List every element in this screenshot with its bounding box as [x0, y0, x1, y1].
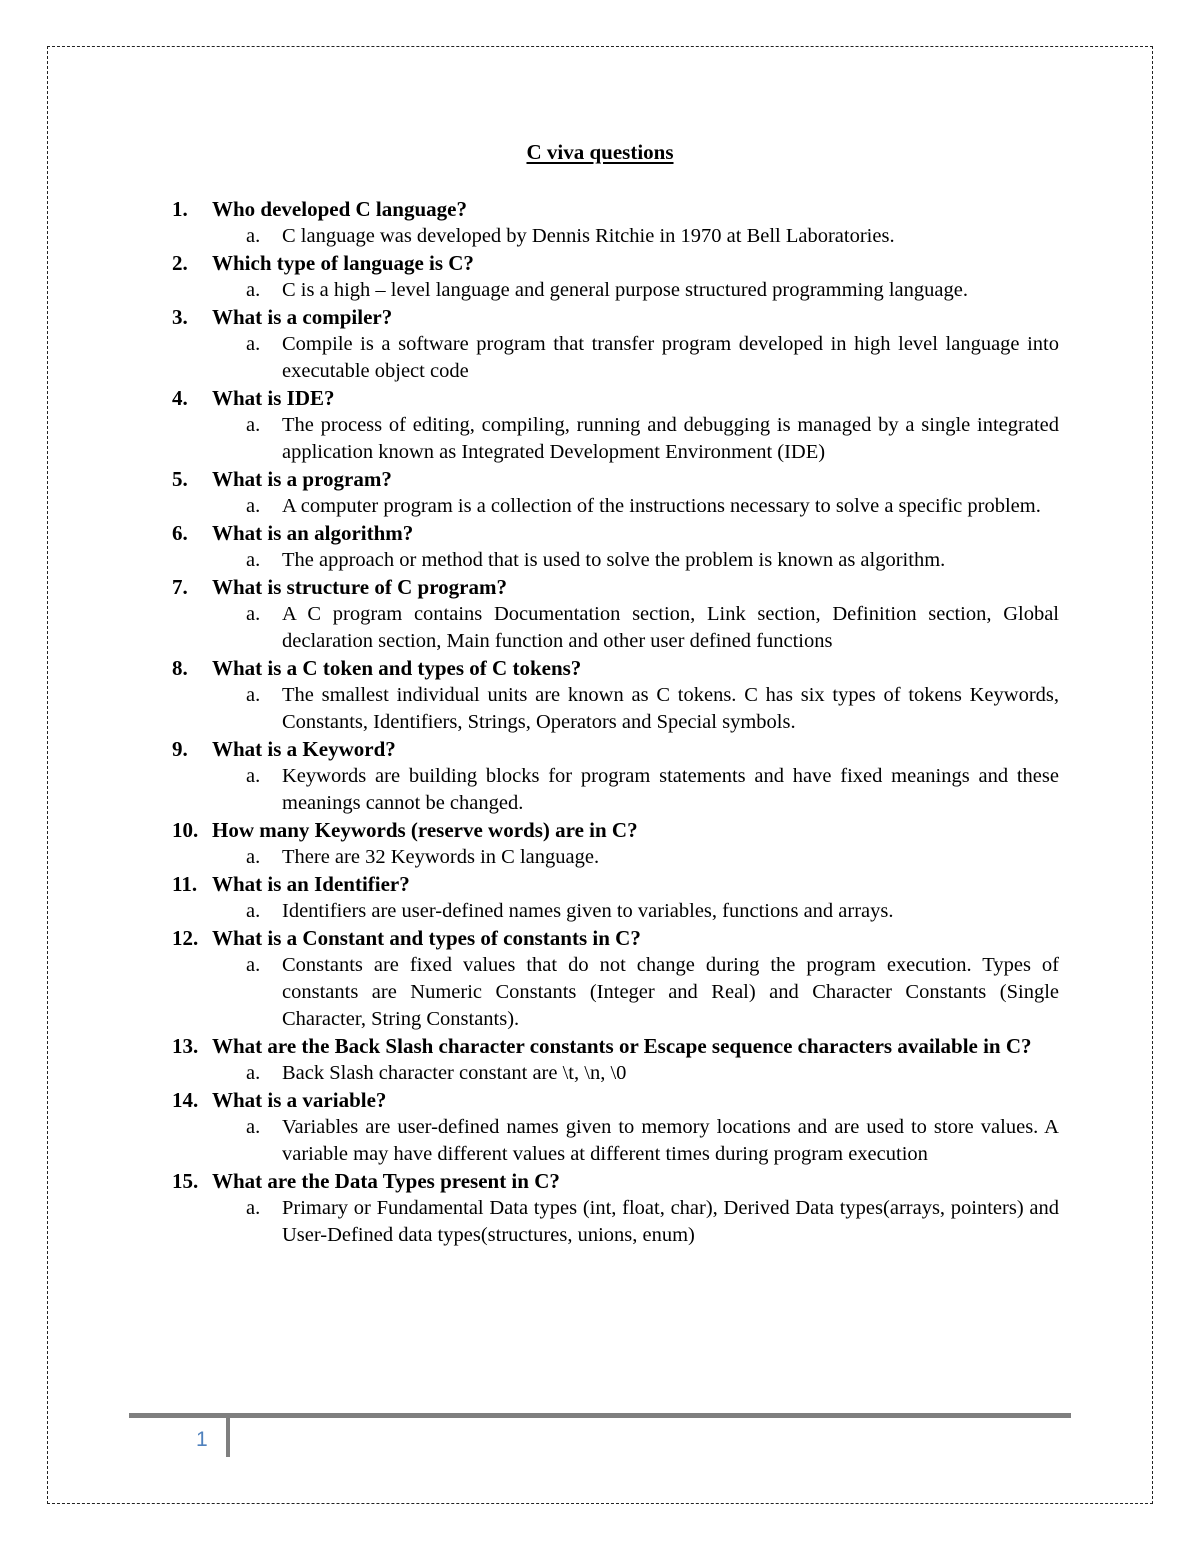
question-text: What is an Identifier? [212, 872, 410, 896]
question-item [172, 304, 1059, 385]
question-item [172, 520, 1059, 574]
answer [246, 682, 1059, 736]
question-item [172, 574, 1059, 655]
question [172, 871, 1059, 898]
answer-label: a. [246, 846, 261, 868]
question-text: Which type of language is C? [212, 251, 474, 275]
footer-divider [226, 1418, 230, 1457]
answer-text: The approach or method that is used to solve the problem is known as algorithm. [282, 549, 946, 571]
question [172, 817, 1059, 844]
question-item [172, 466, 1059, 520]
answer [246, 601, 1059, 655]
question-text: What are the Back Slash character constants or Escape sequence characters available in C? [212, 1034, 1032, 1058]
answer-label: a. [246, 1197, 261, 1219]
answer-text: A computer program is a collection of the instructions necessary to solve a specific problem. [282, 495, 1041, 517]
question-number: 12. [172, 926, 199, 950]
question [172, 1033, 1059, 1060]
answer [246, 223, 1059, 250]
answer-label: a. [246, 333, 261, 355]
page-number: 1 [196, 1428, 208, 1451]
answer-label: a. [246, 954, 261, 976]
question-text: What is a Keyword? [212, 737, 396, 761]
question-item [172, 655, 1059, 736]
question [172, 385, 1059, 412]
question-item [172, 1087, 1059, 1168]
question [172, 925, 1059, 952]
question-item [172, 196, 1059, 250]
question-text: What are the Data Types present in C? [212, 1169, 560, 1193]
question [172, 655, 1059, 682]
question-item [172, 1168, 1059, 1249]
question-number: 10. [172, 818, 199, 842]
answer-text: There are 32 Keywords in C language. [282, 846, 600, 868]
page-title: C viva questions [526, 140, 674, 164]
answer [246, 493, 1059, 520]
answer [246, 844, 1059, 871]
answer [246, 331, 1059, 385]
answer [246, 412, 1059, 466]
question [172, 250, 1059, 277]
answer-text: Variables are user-defined names given to memory locations and are used to store values. A variable may have different values at different times during program execution [282, 1116, 1059, 1165]
answer-label: a. [246, 900, 261, 922]
answer-label: a. [246, 1116, 261, 1138]
question [172, 1168, 1059, 1195]
answer-label: a. [246, 495, 261, 517]
answer-label: a. [246, 603, 261, 625]
answer-label: a. [246, 549, 261, 571]
answer-text: Back Slash character constant are \t, \n, \0 [282, 1062, 627, 1084]
question-text: What is a C token and types of C tokens? [212, 656, 582, 680]
answer-text: C is a high – level language and general purpose structured programming language. [282, 279, 968, 301]
answer-label: a. [246, 414, 261, 436]
answer [246, 277, 1059, 304]
answer-label: a. [246, 1062, 261, 1084]
question-item [172, 817, 1059, 871]
question [172, 1087, 1059, 1114]
question-number: 6. [172, 521, 188, 545]
question-item [172, 385, 1059, 466]
question-item [172, 871, 1059, 925]
question-number: 15. [172, 1169, 199, 1193]
question-number: 1. [172, 197, 188, 221]
question-item [172, 736, 1059, 817]
question-item [172, 250, 1059, 304]
question-number: 4. [172, 386, 188, 410]
question-item [172, 925, 1059, 1033]
answer-text: A C program contains Documentation section, Link section, Definition section, Global declaration section, Main function and other user defined functions [282, 603, 1059, 652]
answer [246, 547, 1059, 574]
question-number: 2. [172, 251, 188, 275]
answer-text: Primary or Fundamental Data types (int, float, char), Derived Data types(arrays, pointers) and User-Defined data types(structures, unions, enum) [282, 1197, 1059, 1246]
question [172, 520, 1059, 547]
question-number: 3. [172, 305, 188, 329]
question-text: What is a variable? [212, 1088, 387, 1112]
answer-label: a. [246, 225, 261, 247]
question-number: 5. [172, 467, 188, 491]
answer [246, 763, 1059, 817]
answer-text: Keywords are building blocks for program statements and have fixed meanings and these meanings cannot be changed. [282, 765, 1059, 814]
answer-text: Constants are fixed values that do not change during the program execution. Types of constants are Numeric Constants (Integer and Real) and Character Constants (Single Character, String Constants). [282, 954, 1059, 1030]
question-number: 14. [172, 1088, 199, 1112]
question-text: Who developed C language? [212, 197, 467, 221]
answer-label: a. [246, 765, 261, 787]
question-text: What is an algorithm? [212, 521, 414, 545]
question-list [172, 196, 1059, 1249]
question-number: 13. [172, 1034, 199, 1058]
question [172, 304, 1059, 331]
question-text: What is IDE? [212, 386, 335, 410]
answer-text: Identifiers are user-defined names given to variables, functions and arrays. [282, 900, 894, 922]
footer-rule [129, 1413, 1071, 1418]
answer-label: a. [246, 684, 261, 706]
question [172, 736, 1059, 763]
question-number: 8. [172, 656, 188, 680]
question-text: What is a program? [212, 467, 392, 491]
question [172, 574, 1059, 601]
question-number: 11. [172, 872, 198, 896]
question [172, 466, 1059, 493]
question-text: What is structure of C program? [212, 575, 507, 599]
question [172, 196, 1059, 223]
question-item [172, 1033, 1059, 1087]
question-text: How many Keywords (reserve words) are in C? [212, 818, 638, 842]
answer [246, 952, 1059, 1033]
question-text: What is a compiler? [212, 305, 393, 329]
answer [246, 1114, 1059, 1168]
answer-text: C language was developed by Dennis Ritchie in 1970 at Bell Laboratories. [282, 225, 895, 247]
answer-text: The process of editing, compiling, running and debugging is managed by a single integrated application known as Integrated Development Environment (IDE) [282, 414, 1059, 463]
answer-text: Compile is a software program that transfer program developed in high level language into executable object code [282, 333, 1059, 382]
answer-text: The smallest individual units are known as C tokens. C has six types of tokens Keywords, Constants, Identifiers, Strings, Operators and Special symbols. [282, 684, 1059, 733]
question-number: 9. [172, 737, 188, 761]
answer [246, 898, 1059, 925]
question-number: 7. [172, 575, 188, 599]
answer [246, 1195, 1059, 1249]
answer [246, 1060, 1059, 1087]
answer-label: a. [246, 279, 261, 301]
question-text: What is a Constant and types of constants in C? [212, 926, 641, 950]
